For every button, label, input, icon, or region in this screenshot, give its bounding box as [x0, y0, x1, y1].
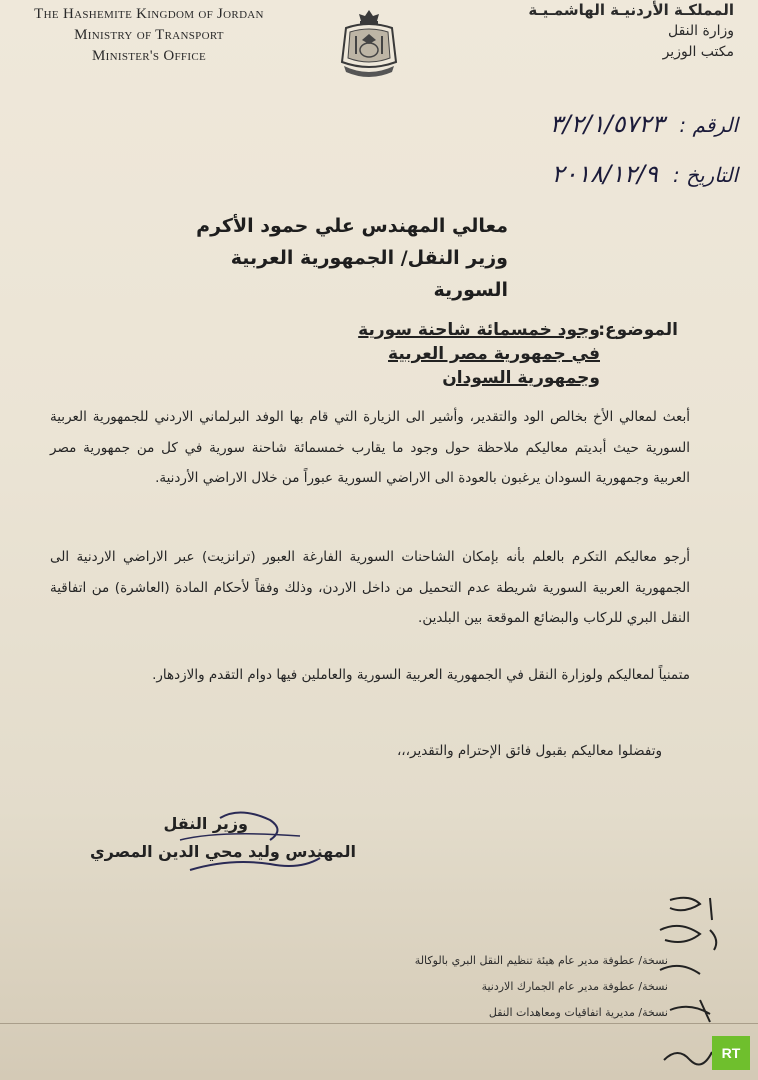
rt-watermark-logo: RT [712, 1036, 750, 1070]
letterhead-ar-line2: وزارة النقل [667, 23, 734, 39]
letterhead-en-line3: Minister's Office [92, 48, 206, 64]
addressee-block [178, 210, 508, 306]
copy-recipient-3: نسخة/ مديرية اتفاقيات ومعاهدات النقل [488, 1006, 668, 1019]
reference-date-value: ٢٠١٨/١٢/٩ [551, 160, 658, 188]
reference-date-label: التاريخ : [672, 163, 738, 187]
letterhead-en-line1: The Hashemite Kingdom of Jordan [34, 6, 264, 22]
reference-number-label: الرقم : [679, 113, 738, 137]
reference-number-value: ٣/٢/١/٥٧٢٣ [549, 110, 665, 138]
jordan-coat-of-arms-icon [336, 6, 402, 84]
arabic-letterhead [504, 0, 734, 63]
subject-label: الموضوع: [598, 320, 678, 340]
handwritten-initials [660, 1040, 716, 1076]
english-letterhead [14, 4, 284, 67]
body-paragraph-1: أبعث لمعالي الأخ بخالص الود والتقدير، وأشير الى الزيارة التي قام بها الوفد البرلماني الاردني للجمهورية العربية السورية حيث أبديتم معاليكم ملاحظة حول وجود ما يقارب خمسمائة شاحنة سورية في كل من جمهورية مصر العربية وجمهورية السودان يرغبون بالعودة الى الاراضي السورية عبوراً من خلال الاراضي الأردنية. [50, 409, 690, 486]
body-paragraph-2: أرجو معاليكم التكرم بالعلم بأنه بإمكان الشاحنات السورية الفارغة العبور (ترانزيت) عبر الاراضي الاردنية الى الجمهورية العربية السورية شريطة عدم التحميل من داخل الاردن، وذلك وفقاً لأحكام المادة (العاشرة) من اتفاقية النقل البري للركاب والبضائع الموقعة بين البلدين. [50, 549, 690, 626]
closing-line: وتفضلوا معاليكم بقبول فائق الإحترام والتقدير،،، [396, 743, 662, 759]
addressee-title: وزير النقل/ الجمهورية العربية السورية [230, 247, 508, 301]
letterhead-en-line2: Ministry of Transport [74, 27, 224, 43]
subject-line [38, 318, 678, 390]
body-paragraph-3: متمنياً لمعاليكم ولوزارة النقل في الجمهورية العربية السورية والعاملين فيها دوام التقدم والازدهار. [152, 667, 690, 683]
copy-recipient-1: نسخة/ عطوفة مدير عام هيئة تنظيم النقل البري بالوكالة [414, 954, 668, 967]
copies-list [328, 948, 668, 1026]
reference-number [550, 110, 738, 138]
signatory-title: وزير النقل [163, 814, 248, 833]
footer-divider [0, 1023, 758, 1024]
reference-date [551, 160, 738, 188]
letterhead-ar-line3: مكتب الوزير [662, 44, 734, 60]
subject-text: وجود خمسمائة شاحنة سورية في جمهورية مصر العربية وجمهورية السودان [358, 320, 600, 388]
letterhead-ar-line1: المملكـة الأردنيـة الهاشمـيـة [528, 1, 734, 19]
copy-recipient-2: نسخة/ عطوفة مدير عام الجمارك الاردنية [481, 980, 668, 993]
signatory-name: المهندس وليد محي الدين المصري [89, 842, 356, 861]
addressee-name: معالي المهندس علي حمود الأكرم [196, 215, 508, 237]
